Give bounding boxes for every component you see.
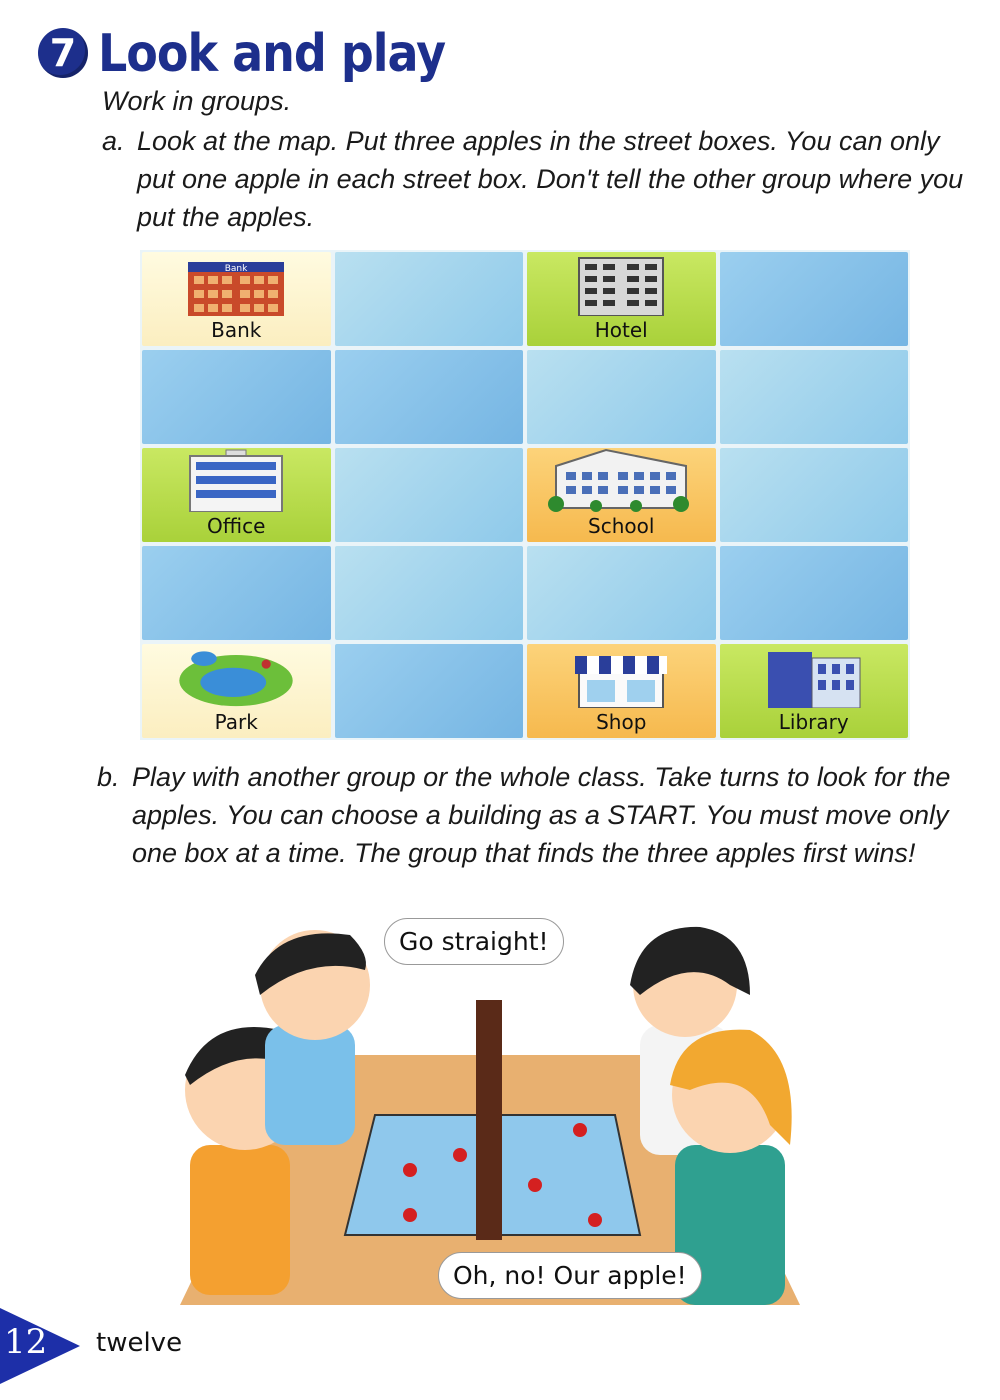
speech-bubble-our-apple: Oh, no! Our apple!: [438, 1252, 702, 1299]
page-number: 12: [4, 1322, 48, 1362]
section-header: [38, 22, 446, 84]
boy-back: [255, 930, 370, 1145]
section-number-badge: 7: [38, 28, 88, 78]
subheading: Work in groups.: [102, 86, 292, 116]
part-b-text: Play with another group or the whole class. Take turns to look for the apples. You can choose a building as a START. You must move only one box at a time. The group that finds the three apples first wins!: [132, 762, 951, 868]
street-box[interactable]: [142, 350, 331, 444]
map-cell-library[interactable]: [720, 644, 909, 738]
park-icon: [171, 644, 301, 708]
label-office: Office: [207, 514, 266, 538]
map-cell-office[interactable]: [142, 448, 331, 542]
street-box[interactable]: [335, 448, 524, 542]
street-map-grid: [140, 250, 910, 740]
street-box[interactable]: [335, 252, 524, 346]
bank-icon: [186, 258, 286, 316]
page-number-word: twelve: [96, 1328, 183, 1358]
street-box[interactable]: [720, 546, 909, 640]
children-playing-illustration: [170, 915, 810, 1310]
label-bank: Bank: [211, 318, 262, 342]
street-box[interactable]: [720, 448, 909, 542]
office-icon: [186, 448, 286, 512]
street-box[interactable]: [142, 546, 331, 640]
map-cell-hotel[interactable]: [527, 252, 716, 346]
section-title: Look and play: [98, 22, 446, 84]
map-cell-shop[interactable]: [527, 644, 716, 738]
instruction-part-a: [102, 122, 972, 236]
label-shop: Shop: [596, 710, 647, 734]
school-icon: [546, 448, 696, 512]
label-school: School: [588, 514, 655, 538]
street-box[interactable]: [335, 644, 524, 738]
library-icon: [764, 648, 864, 708]
part-a-letter: a.: [102, 126, 125, 156]
label-hotel: Hotel: [594, 318, 648, 342]
street-box[interactable]: [720, 252, 909, 346]
label-park: Park: [214, 710, 258, 734]
bank-sign-text: Bank: [224, 264, 248, 274]
speech-bubble-go-straight: Go straight!: [384, 918, 564, 965]
part-a-text: Look at the map. Put three apples in the street boxes. You can only put one apple in each street box. Don't tell the other group where you put the apples.: [137, 126, 964, 232]
street-box[interactable]: [335, 546, 524, 640]
hotel-icon: [573, 256, 669, 316]
map-cell-park[interactable]: [142, 644, 331, 738]
street-box[interactable]: [527, 350, 716, 444]
map-cell-school[interactable]: [527, 448, 716, 542]
shop-icon: [571, 652, 671, 708]
part-b-letter: b.: [97, 762, 120, 792]
street-box[interactable]: [720, 350, 909, 444]
map-cell-bank[interactable]: [142, 252, 331, 346]
board-divider: [476, 1000, 502, 1240]
street-box[interactable]: [527, 546, 716, 640]
instruction-part-b: [97, 758, 957, 872]
street-box[interactable]: [335, 350, 524, 444]
label-library: Library: [778, 710, 849, 734]
